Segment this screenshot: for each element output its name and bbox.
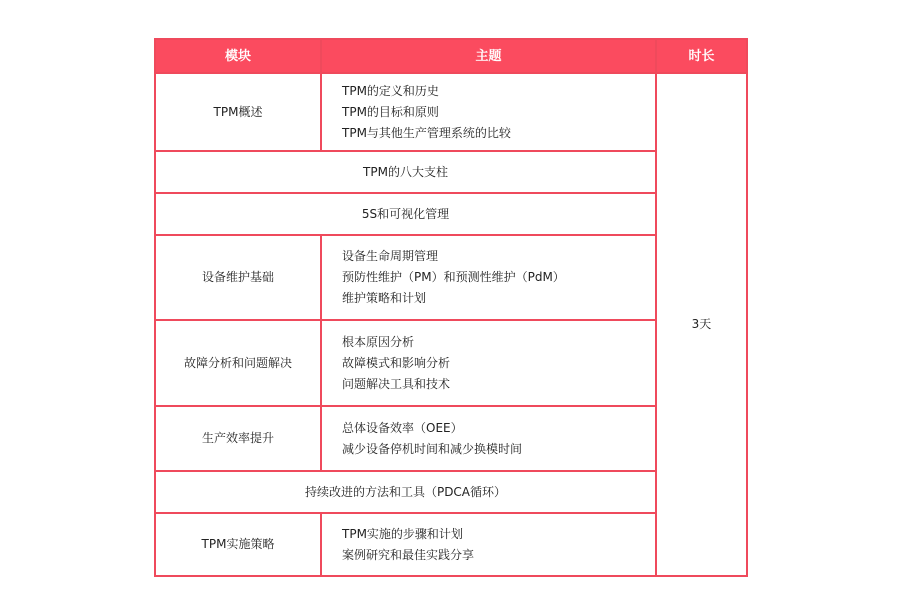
header-row [155,39,747,73]
topics-cell [321,235,656,320]
topics-cell [321,73,656,151]
topics-cell [321,320,656,406]
full-width-topic: TPM的八大支柱 [155,151,656,193]
duration-cell: 3天 [656,73,747,576]
topic-item: TPM与其他生产管理系统的比较 [342,125,511,140]
topic-item: TPM的目标和原则 [342,104,439,119]
topic-item: 问题解决工具和技术 [342,376,451,391]
topic-item: TPM的定义和历史 [342,83,439,98]
table-row [155,73,747,151]
module-cell: 生产效率提升 [155,406,321,471]
topic-item: 案例研究和最佳实践分享 [342,547,475,562]
topic-item: 维护策略和计划 [342,291,427,305]
module-cell: TPM概述 [155,73,321,151]
topics-cell [321,406,656,471]
topic-item: 根本原因分析 [342,334,415,349]
topic-item: 总体设备效率（OEE） [342,420,463,435]
header-module: 模块 [155,39,321,73]
module-cell: 故障分析和问题解决 [155,320,321,406]
module-cell: TPM实施策略 [155,513,321,576]
full-width-topic: 持续改进的方法和工具（PDCA循环） [155,471,656,513]
course-outline-table [154,38,748,577]
full-width-topic: 5S和可视化管理 [155,193,656,235]
topic-item: 故障模式和影响分析 [342,355,451,370]
topic-item: 预防性维护（PM）和预测性维护（PdM） [342,270,565,284]
module-cell: 设备维护基础 [155,235,321,320]
topic-item: TPM实施的步骤和计划 [342,526,463,541]
topic-item: 减少设备停机时间和减少换模时间 [342,441,523,456]
topic-item: 设备生命周期管理 [342,249,439,263]
topics-cell [321,513,656,576]
header-duration: 时长 [656,39,747,73]
header-topic: 主题 [321,39,656,73]
